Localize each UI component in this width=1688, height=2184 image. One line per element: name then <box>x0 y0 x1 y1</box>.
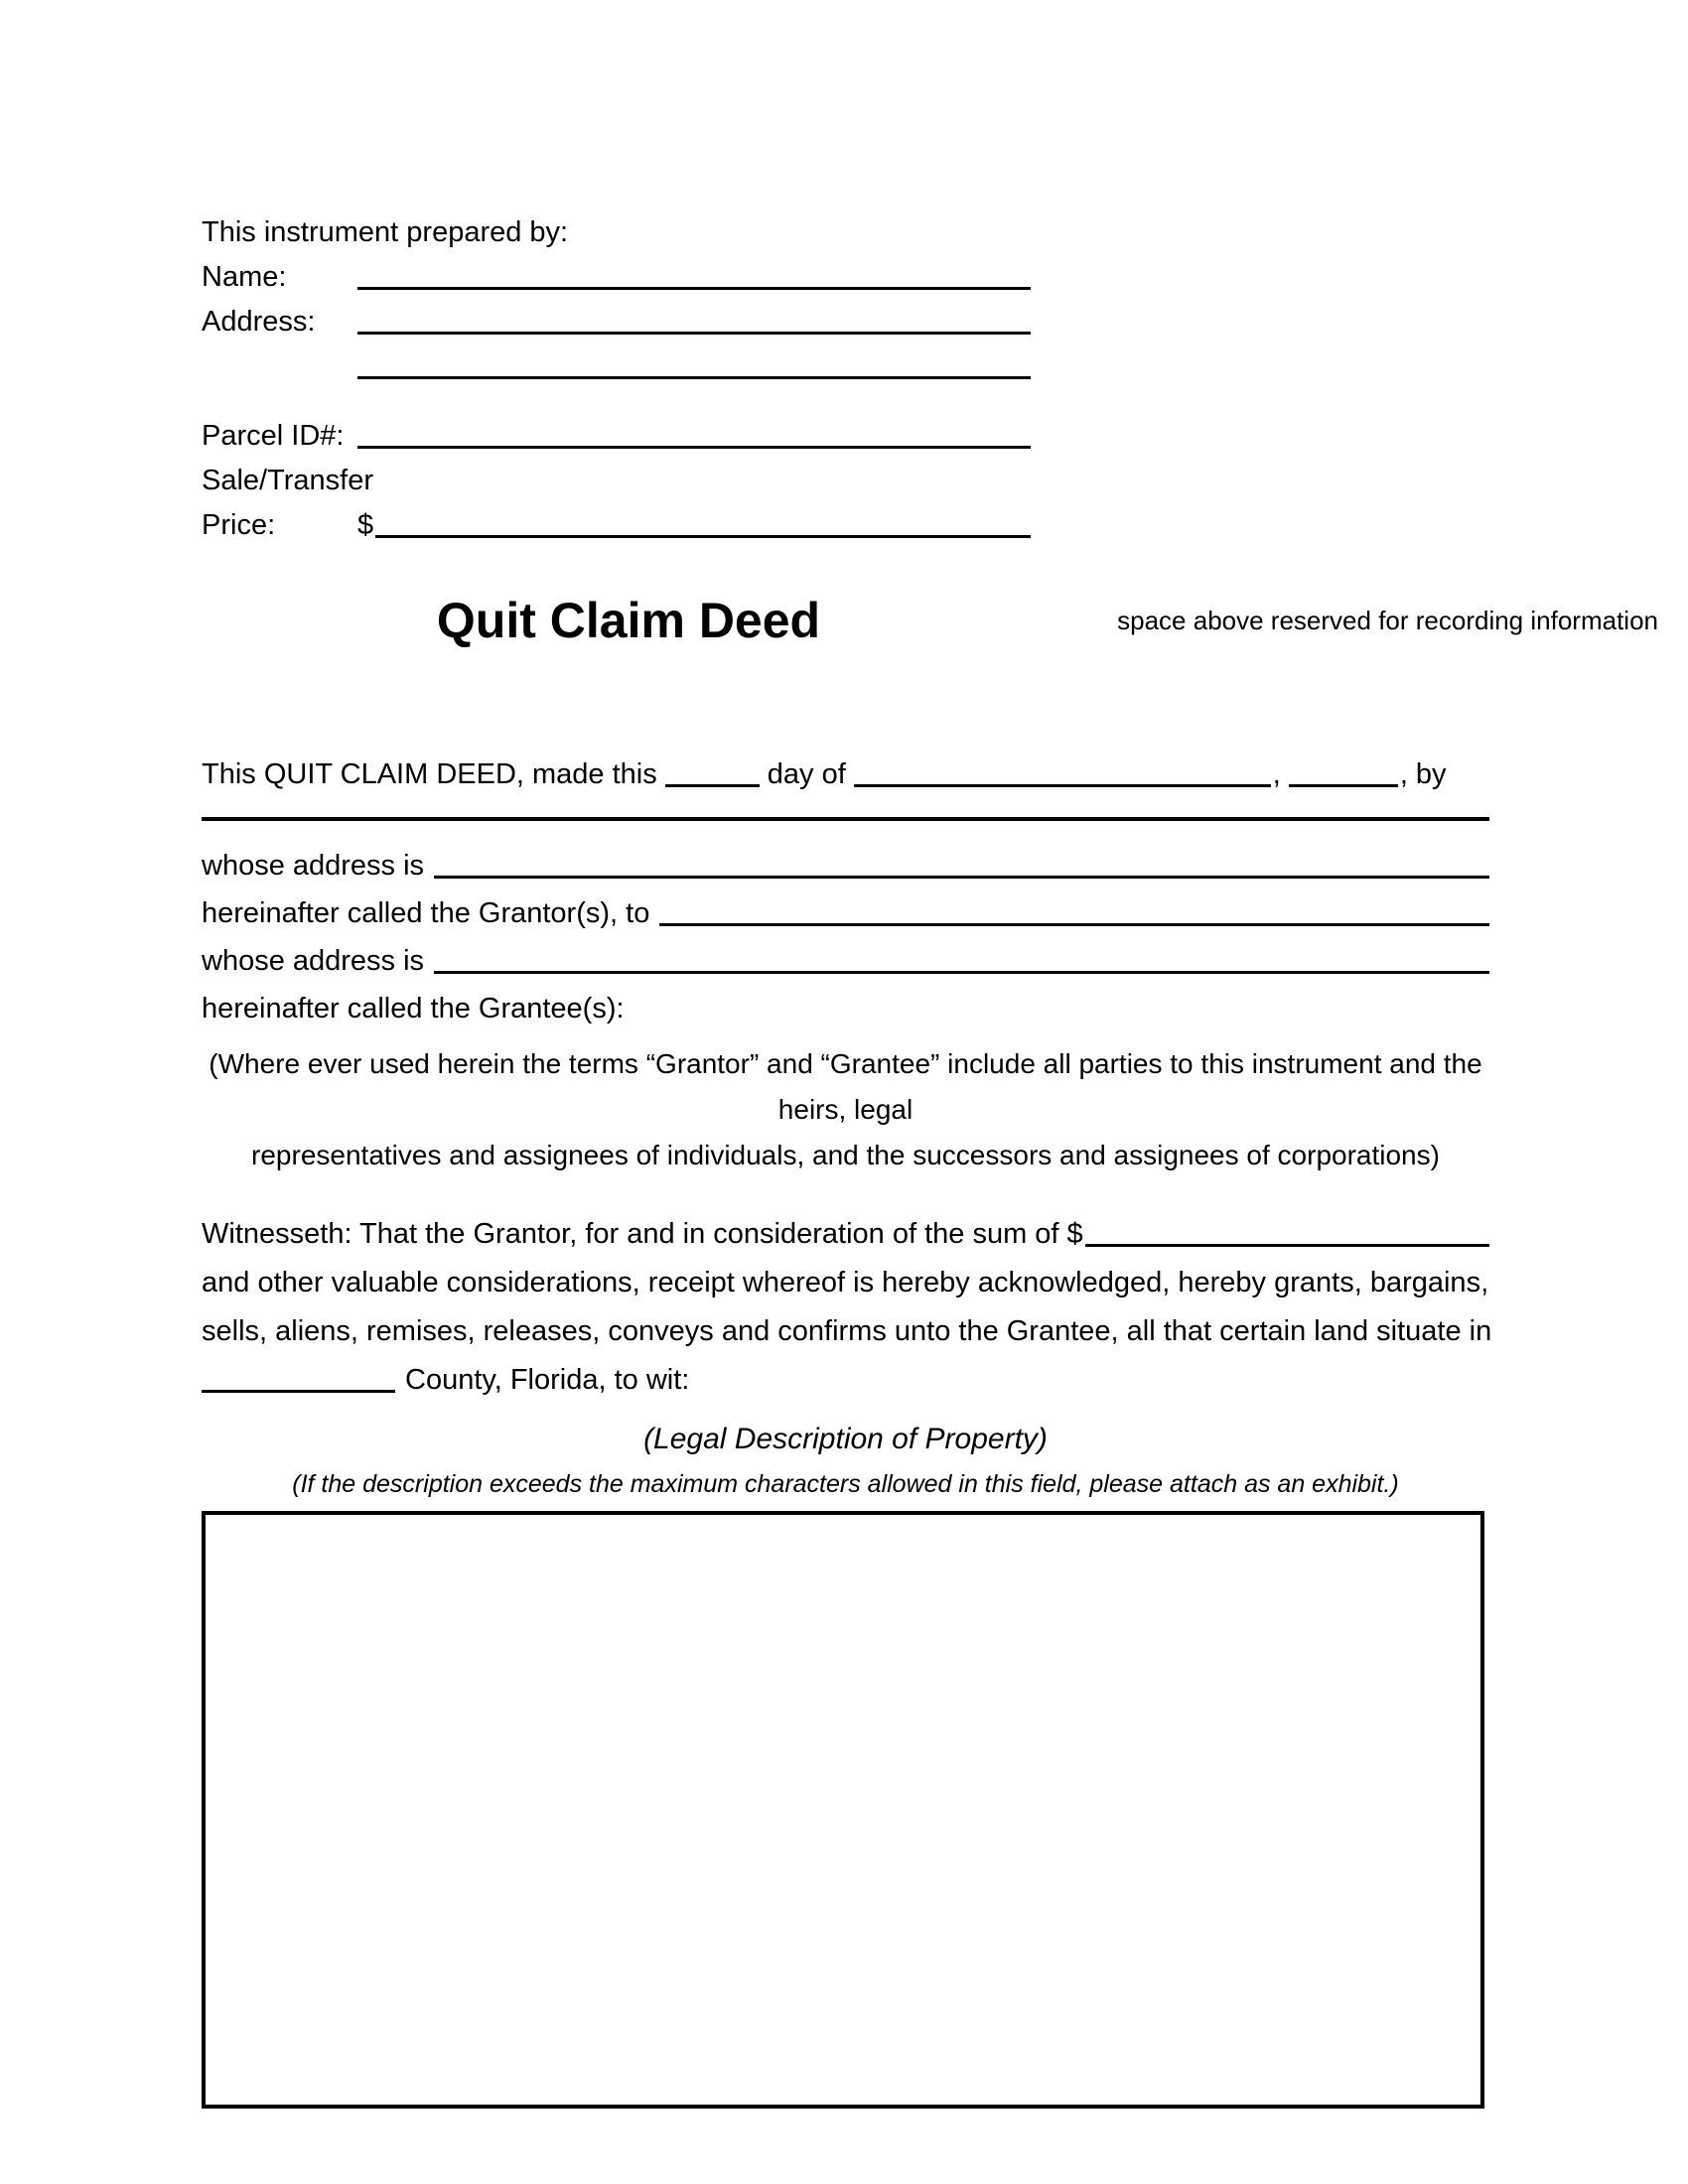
grantee-clause-line <box>202 978 1489 1025</box>
grantor-clause-line <box>202 883 1489 930</box>
grantor-name-input-line[interactable] <box>202 817 1489 821</box>
address-input-line[interactable] <box>357 332 1031 335</box>
grantor-address-line <box>202 835 1489 883</box>
day-number-input-line[interactable] <box>665 784 760 787</box>
month-input-line[interactable] <box>854 784 1271 787</box>
prepared-by-heading: This instrument prepared by: <box>202 216 569 248</box>
witnesseth-text-1: Witnesseth: That the Grantor, for and in consideration of the sum of $ <box>202 1218 1083 1250</box>
whose-address-text-1: whose address is <box>202 850 425 882</box>
dollar-sign: $ <box>357 509 374 541</box>
made-this-line <box>202 744 1489 791</box>
legal-description-note: (If the description exceeds the maximum characters allowed in this field, please attach as an exhibit.) <box>292 1470 1399 1498</box>
terms-parenthetical-line1: (Where ever used herein the terms “Grantor” and “Grantee” include all parties to this instrument and the heirs, legal <box>209 1048 1482 1125</box>
name-input-line[interactable] <box>357 287 1031 290</box>
whose-address-text-2: whose address is <box>202 945 425 977</box>
witnesseth-line2 <box>202 1251 1489 1299</box>
witnesseth-text-3: sells, aliens, remises, releases, conveys and confirms unto the Grantee, all that certain land situate in <box>202 1315 1492 1347</box>
witnesseth-line4 <box>202 1348 1489 1397</box>
prepared-by-gap <box>202 383 1031 408</box>
terms-parenthetical-line2: representatives and assignees of individuals, and the successors and assignees of corporations) <box>251 1140 1440 1170</box>
parcel-id-input-line[interactable] <box>357 446 1031 449</box>
witnesseth-line3 <box>202 1299 1492 1348</box>
sale-transfer-label: Sale/Transfer <box>202 465 373 496</box>
prepared-by-section <box>202 205 1031 542</box>
grantor-clause-text: hereinafter called the Grantor(s), to <box>202 897 650 929</box>
terms-parenthetical <box>202 1041 1489 1178</box>
legal-description-heading: (Legal Description of Property) <box>643 1423 1048 1455</box>
county-florida-text: County, Florida, to wit: <box>405 1364 690 1396</box>
grantee-address-input-line[interactable] <box>434 971 1489 974</box>
by-text: , by <box>1399 758 1447 790</box>
price-input-line[interactable] <box>375 535 1031 538</box>
witnesseth-line1 <box>202 1202 1489 1251</box>
legal-description-input-box[interactable] <box>202 1511 1484 2109</box>
address-input-line-2[interactable] <box>357 376 1031 379</box>
document-title: Quit Claim Deed <box>436 593 821 648</box>
price-label: Price: <box>202 509 276 541</box>
comma-text: , <box>1272 758 1281 790</box>
grantor-address-input-line[interactable] <box>434 876 1489 879</box>
witnesseth-section <box>202 1202 1492 1397</box>
day-of-text: day of <box>767 758 846 790</box>
title-row <box>202 592 1658 649</box>
county-input-line[interactable] <box>202 1390 395 1393</box>
page-content <box>202 205 1658 2109</box>
grantee-name-input-line[interactable] <box>659 923 1489 926</box>
parcel-id-label: Parcel ID#: <box>202 420 345 452</box>
name-label: Name: <box>202 261 287 293</box>
intro-section <box>202 744 1489 1025</box>
grantee-address-line <box>202 930 1489 978</box>
grantee-clause-text: hereinafter called the Grantee(s): <box>202 993 625 1024</box>
witnesseth-text-2: and other valuable considerations, receipt whereof is hereby acknowledged, hereby grants, bargains, <box>202 1267 1489 1298</box>
year-input-line[interactable] <box>1289 784 1398 787</box>
made-this-text: This QUIT CLAIM DEED, made this <box>202 758 657 790</box>
address-label: Address: <box>202 306 316 338</box>
recording-space-note: space above reserved for recording information <box>1117 606 1658 635</box>
sum-amount-input-line[interactable] <box>1085 1244 1489 1247</box>
